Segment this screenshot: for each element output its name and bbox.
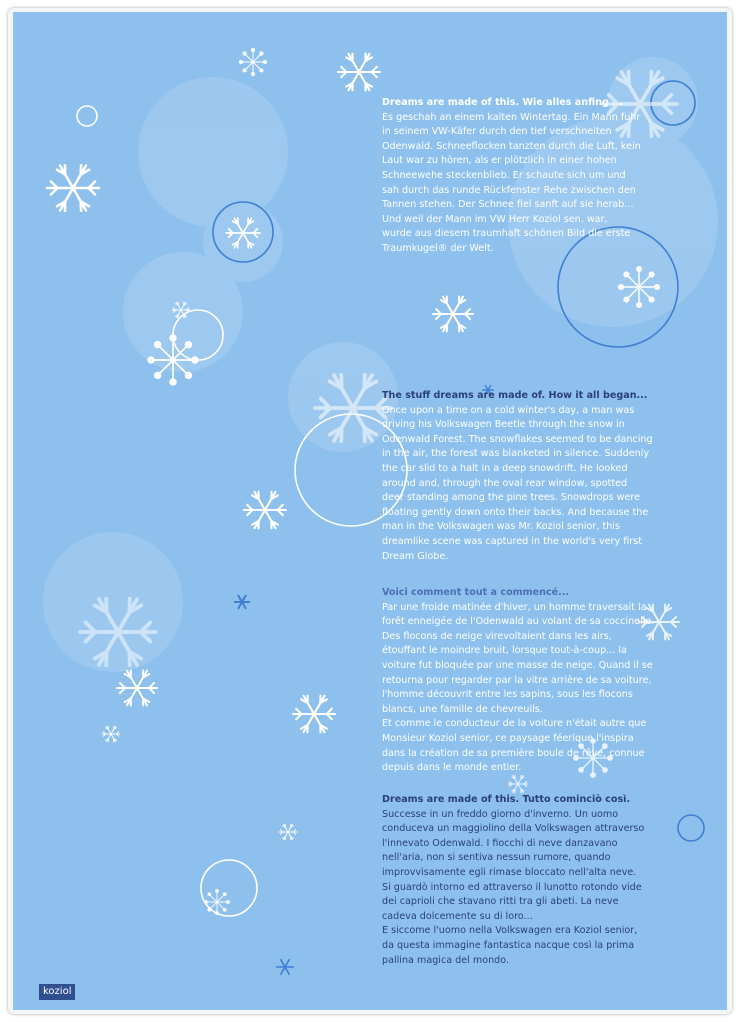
paragraph-german: Es geschah an einem kalten Wintertag. Ein Mann fuhr in seinem VW-Käfer durch den tief verschneiten Odenwald. Schneeflocken tanzten durch die Luft, kein Laut war zu hören, als er plötzlich in einer hohen Schneewehe steckenblieb. Er schaute sich um und sah durch das runde Rückfenster Rehe zwischen den Tannen stehen. Der Schnee fiel sanft auf sie herab... Und weil der Mann im VW Herr Koziol sen. war, wurde aus diesem traumhaft schönen Bild die erste Traumkugel® der Welt. bbox=[382, 111, 641, 254]
snowflake-icon bbox=[239, 48, 266, 75]
paragraph-italian: Successe in un freddo giorno d'inverno. Un uomo conduceva un maggiolino della Volkswagen attraverso l'innevato Odenwald. I fiocchi di neve danzavano nell'aria, non si sentiva nessun rumore, quando improvvisamente egli rimase bloccato nell'alta neve. Si guardò intorno ed attraverso il lunotto rotondo vide dei caprioli che stavano ritti tra gli abeti. La neve cadeva dolcemente su di loro... E siccome l'uomo nella Volkswagen era Koziol senior, da questa immagine fantastica nacque così la prima pallina magica del mondo. bbox=[382, 808, 645, 966]
heading-french: Voici comment tout a commencé... bbox=[382, 587, 570, 598]
snowflake-icon bbox=[293, 696, 335, 733]
snowflake-icon bbox=[276, 959, 294, 975]
snowflake-icon bbox=[244, 492, 286, 529]
snowflake-icon bbox=[234, 595, 250, 609]
ring bbox=[77, 106, 97, 126]
snowflake-icon bbox=[102, 726, 120, 742]
bubble bbox=[138, 77, 288, 227]
snowflake-icon bbox=[279, 824, 297, 840]
snowflake-icon bbox=[205, 890, 230, 915]
koziol-logo: koziol bbox=[39, 984, 75, 1000]
paragraph-english: Once upon a time on a cold winter's day, a man was driving his Volkswagen Beetle through the snow in Odenwald Forest. The snowflakes seemed to be dancing in the air, the forest was blanketed in silence. Suddenly the car slid to a halt in a deep snowdrift. He looked around and, through the oval rear window, spotted deer standing among the pine trees. Snowdrops were floating gently down onto their backs. And because the man in the Volkswagen was Mr. Koziol senior, this dreamlike scene was captured in the world's very first Dream Globe. bbox=[382, 404, 653, 562]
snowflake-icon bbox=[148, 335, 198, 385]
snowflake-icon bbox=[508, 775, 528, 793]
text-block-english bbox=[382, 389, 672, 564]
snowflake-icon bbox=[117, 671, 157, 706]
heading-german: Dreams are made of this. Wie alles anfing ... bbox=[382, 97, 624, 108]
snowflake-icon bbox=[338, 54, 380, 91]
text-block-german bbox=[382, 96, 672, 257]
ring bbox=[678, 815, 704, 841]
snowflake-icon bbox=[47, 165, 99, 211]
ring bbox=[201, 860, 257, 916]
heading-english: The stuff dreams are made of. How it all began... bbox=[382, 390, 648, 401]
paragraph-french: Par une froide matinée d'hiver, un homme traversait la forêt enneigée de l'Odenwald au volant de sa coccinelle. Des flocons de neige virevoltaient dans les airs, étouffant le moindre bruit, lorsque tout-à-coup... la voiture fut bloquée par une masse de neige. Quand il se retourna pour regarder par la vitre arrière de sa voiture, l'homme découvrit entre les sapins, sous les flocons blancs, une famille de chevreuils. Et comme le conducteur de la voiture n'était autre que Monsieur Koziol senior, ce paysage féerique l'inspira dans la création de sa première boule de rêve, connue depuis dans le monde entier. bbox=[382, 601, 655, 774]
bubble bbox=[43, 532, 183, 672]
snowflake-icon bbox=[433, 297, 473, 332]
text-block-italian bbox=[382, 793, 672, 968]
catalog-page bbox=[13, 12, 727, 1010]
snowflake-icon bbox=[619, 267, 660, 308]
text-block-french bbox=[382, 586, 672, 776]
heading-italian: Dreams are made of this. Tutto cominciò così. bbox=[382, 794, 631, 805]
